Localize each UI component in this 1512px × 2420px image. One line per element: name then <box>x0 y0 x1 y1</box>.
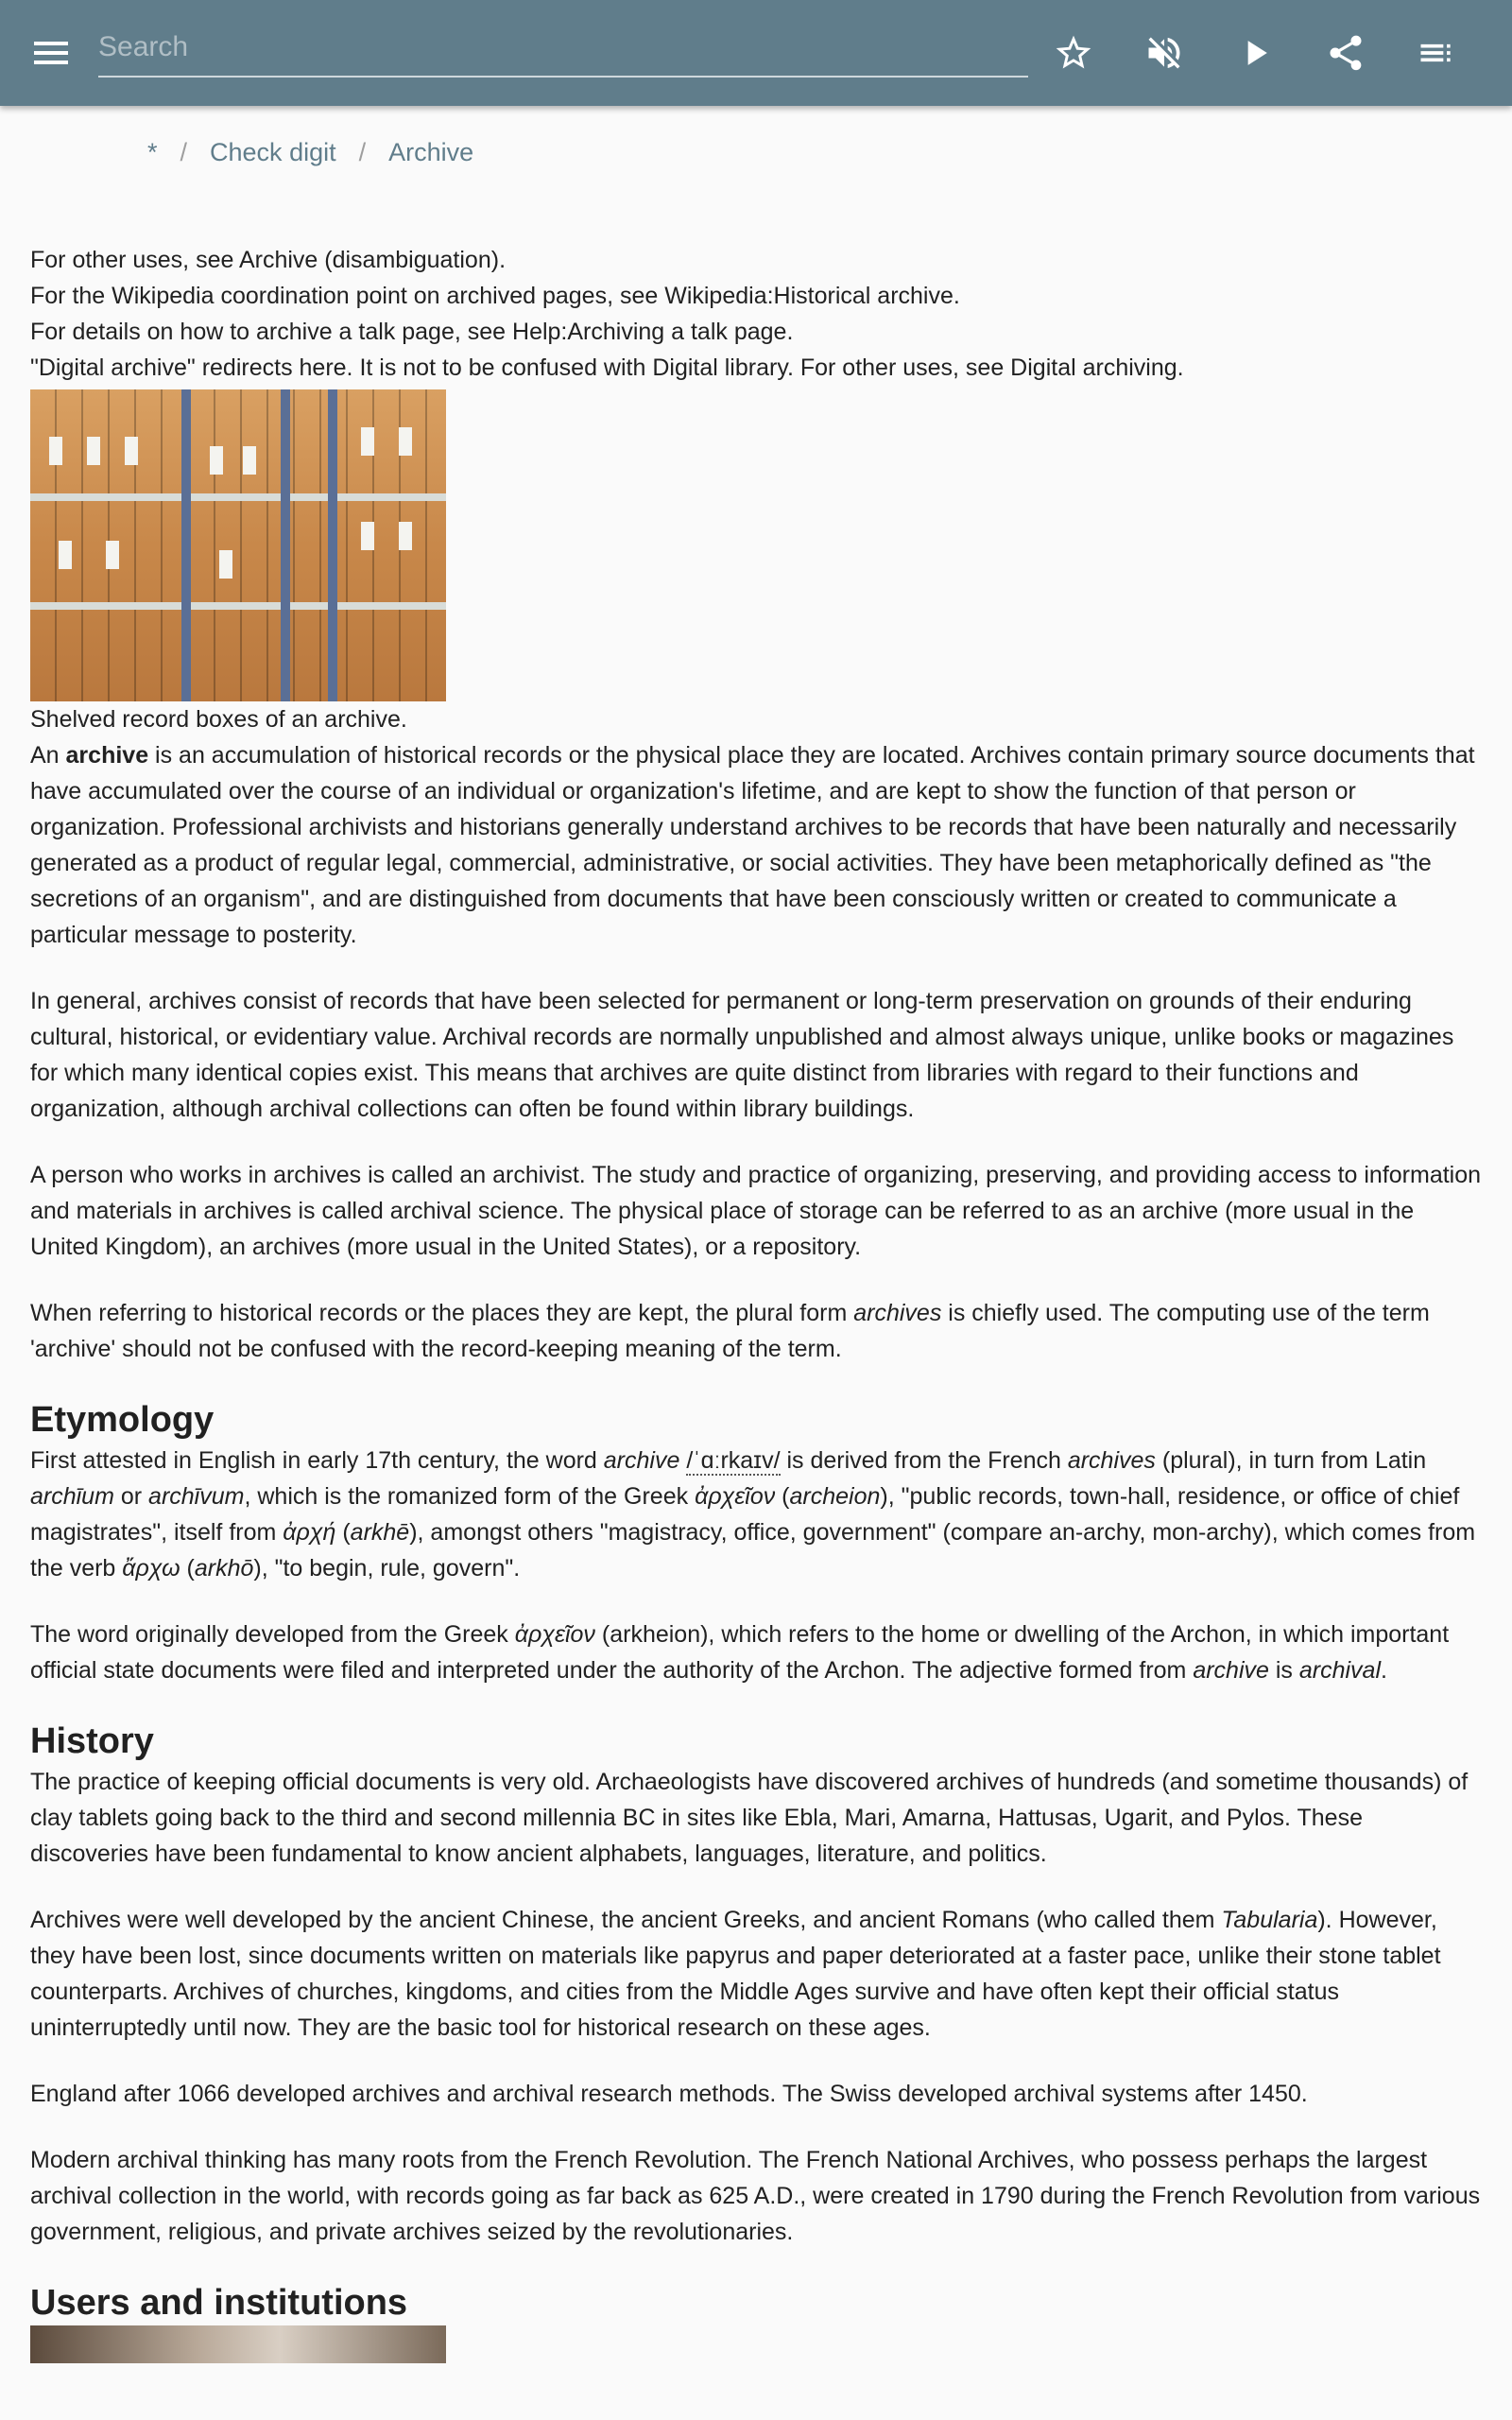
share-icon <box>1325 32 1366 74</box>
menu-icon <box>34 42 68 45</box>
play-button[interactable] <box>1228 26 1281 79</box>
breadcrumb-check-digit[interactable]: Check digit <box>210 138 336 166</box>
section-heading-users-institutions: Users and institutions <box>30 2283 408 2323</box>
history-paragraph: The practice of keeping official documents is very old. Archaeologists have discovered archives of hundreds (and sometime thousands) of clay tablets going back to the third and second millennia BC in sites like Ebla, Mari, Amarna, Hattusas, Ugarit, and Pylos. These discoveries have been fundamental to know ancient alphabets, languages, literature, and politics. <box>30 1769 1469 1867</box>
intro-paragraph: A person who works in archives is called an archivist. The study and practice of organizing, preserving, and providing access to information and materials in archives is called archival science. The physical place of storage can be referred to as an archive (more usual in the United Kingdom), an archives (more usual in the United States), or a repository. <box>30 1162 1482 1260</box>
app-toolbar <box>0 0 1512 106</box>
intro-paragraph: In general, archives consist of records that have been selected for permanent or long-term preservation on grounds of their enduring cultural, historical, or evidentiary value. Archival records are normally unpublished and almost always unique, unlike books or magazines for which many identical copies exist. This means that archives are quite distinct from libraries with regard to their functions and organization, although archival collections can often be found within library buildings. <box>30 988 1454 1122</box>
star-icon <box>1053 32 1094 74</box>
intro-paragraph: When referring to historical records or the places they are kept, the plural form archives is chiefly used. The computing use of the term 'archive' should not be confused with the record-keeping meaning of the term. <box>30 1300 1430 1362</box>
institution-image[interactable] <box>30 2325 446 2363</box>
hatnote: "Digital archive" redirects here. It is not to be confused with Digital library. For other uses, see Digital archiving. <box>30 354 1184 381</box>
mute-button[interactable] <box>1138 26 1191 79</box>
article-content <box>30 242 1486 2363</box>
bookmark-button[interactable] <box>1047 26 1100 79</box>
hatnote: For details on how to archive a talk page, see Help:Archiving a talk page. <box>30 319 794 345</box>
breadcrumb-separator: / <box>358 138 367 166</box>
play-icon <box>1234 32 1276 74</box>
menu-button[interactable] <box>30 34 76 72</box>
image-caption: Shelved record boxes of an archive. <box>30 706 407 733</box>
archive-shelves-image[interactable] <box>30 389 446 701</box>
section-heading-etymology: Etymology <box>30 1400 215 1440</box>
hatnote: For the Wikipedia coordination point on archived pages, see Wikipedia:Historical archive. <box>30 283 960 309</box>
ipa-pronunciation[interactable]: /ˈɑːrkaɪv/ <box>686 1447 781 1474</box>
etymology-paragraph: First attested in English in early 17th century, the word archive /ˈɑːrkaɪv/ is derived from the French archives (plural), in turn from Latin archīum or archīvum, which is the romanized form of the Greek ἀρχεῖον (archeion), "public records, town-hall, residence, or office of chief magistrates", itself from ἀρχή (arkhē), amongst others "magistracy, office, government" (compare an-archy, mon-archy), which comes from the verb ἄρχω (arkhō), "to begin, rule, govern". <box>30 1447 1476 1582</box>
breadcrumb-separator: / <box>180 138 188 166</box>
share-button[interactable] <box>1319 26 1372 79</box>
volume-off-icon <box>1143 32 1185 74</box>
breadcrumb-home[interactable]: * <box>147 138 158 166</box>
section-heading-history: History <box>30 1721 154 1761</box>
breadcrumb <box>147 138 473 167</box>
search-field <box>98 21 1028 78</box>
breadcrumb-archive[interactable]: Archive <box>388 138 474 166</box>
hatnote: For other uses, see Archive (disambiguation). <box>30 247 507 273</box>
search-input[interactable] <box>98 21 1028 74</box>
playlist-button[interactable] <box>1410 26 1463 79</box>
playlist-icon <box>1416 32 1457 74</box>
history-paragraph: Archives were well developed by the ancient Chinese, the ancient Greeks, and ancient Romans (who called them Tabularia). However, they have been lost, since documents written on materials like papyrus and paper deteriorated at a faster pace, unlike their stone tablet counterparts. Archives of churches, kingdoms, and cities from the Middle Ages survive and have often kept their official status uninterruptedly until now. They are the basic tool for historical research on these ages. <box>30 1907 1441 2041</box>
etymology-paragraph: The word originally developed from the Greek ἀρχεῖον (arkheion), which refers to the home or dwelling of the Archon, in which important official state documents were filed and interpreted under the authority of the Archon. The adjective formed from archive is archival. <box>30 1621 1450 1684</box>
intro-paragraph: An archive is an accumulation of historical records or the physical place they are located. Archives contain primary source documents that have accumulated over the course of an individual or organization's lifetime, and are kept to show the function of that person or organization. Professional archivists and historians generally understand archives to be records that have been naturally and necessarily generated as a product of regular legal, commercial, administrative, or social activities. They have been metaphorically defined as "the secretions of an organism", and are distinguished from documents that have been consciously written or created to communicate a particular message to posterity. <box>30 742 1475 948</box>
history-paragraph: Modern archival thinking has many roots from the French Revolution. The French National Archives, who possess perhaps the largest archival collection in the world, with records going as far back as 625 A.D., were created in 1790 during the French Revolution from various government, religious, and private archives seized by the revolutionaries. <box>30 2147 1481 2245</box>
history-paragraph: England after 1066 developed archives and archival research methods. The Swiss developed archival systems after 1450. <box>30 2081 1308 2107</box>
